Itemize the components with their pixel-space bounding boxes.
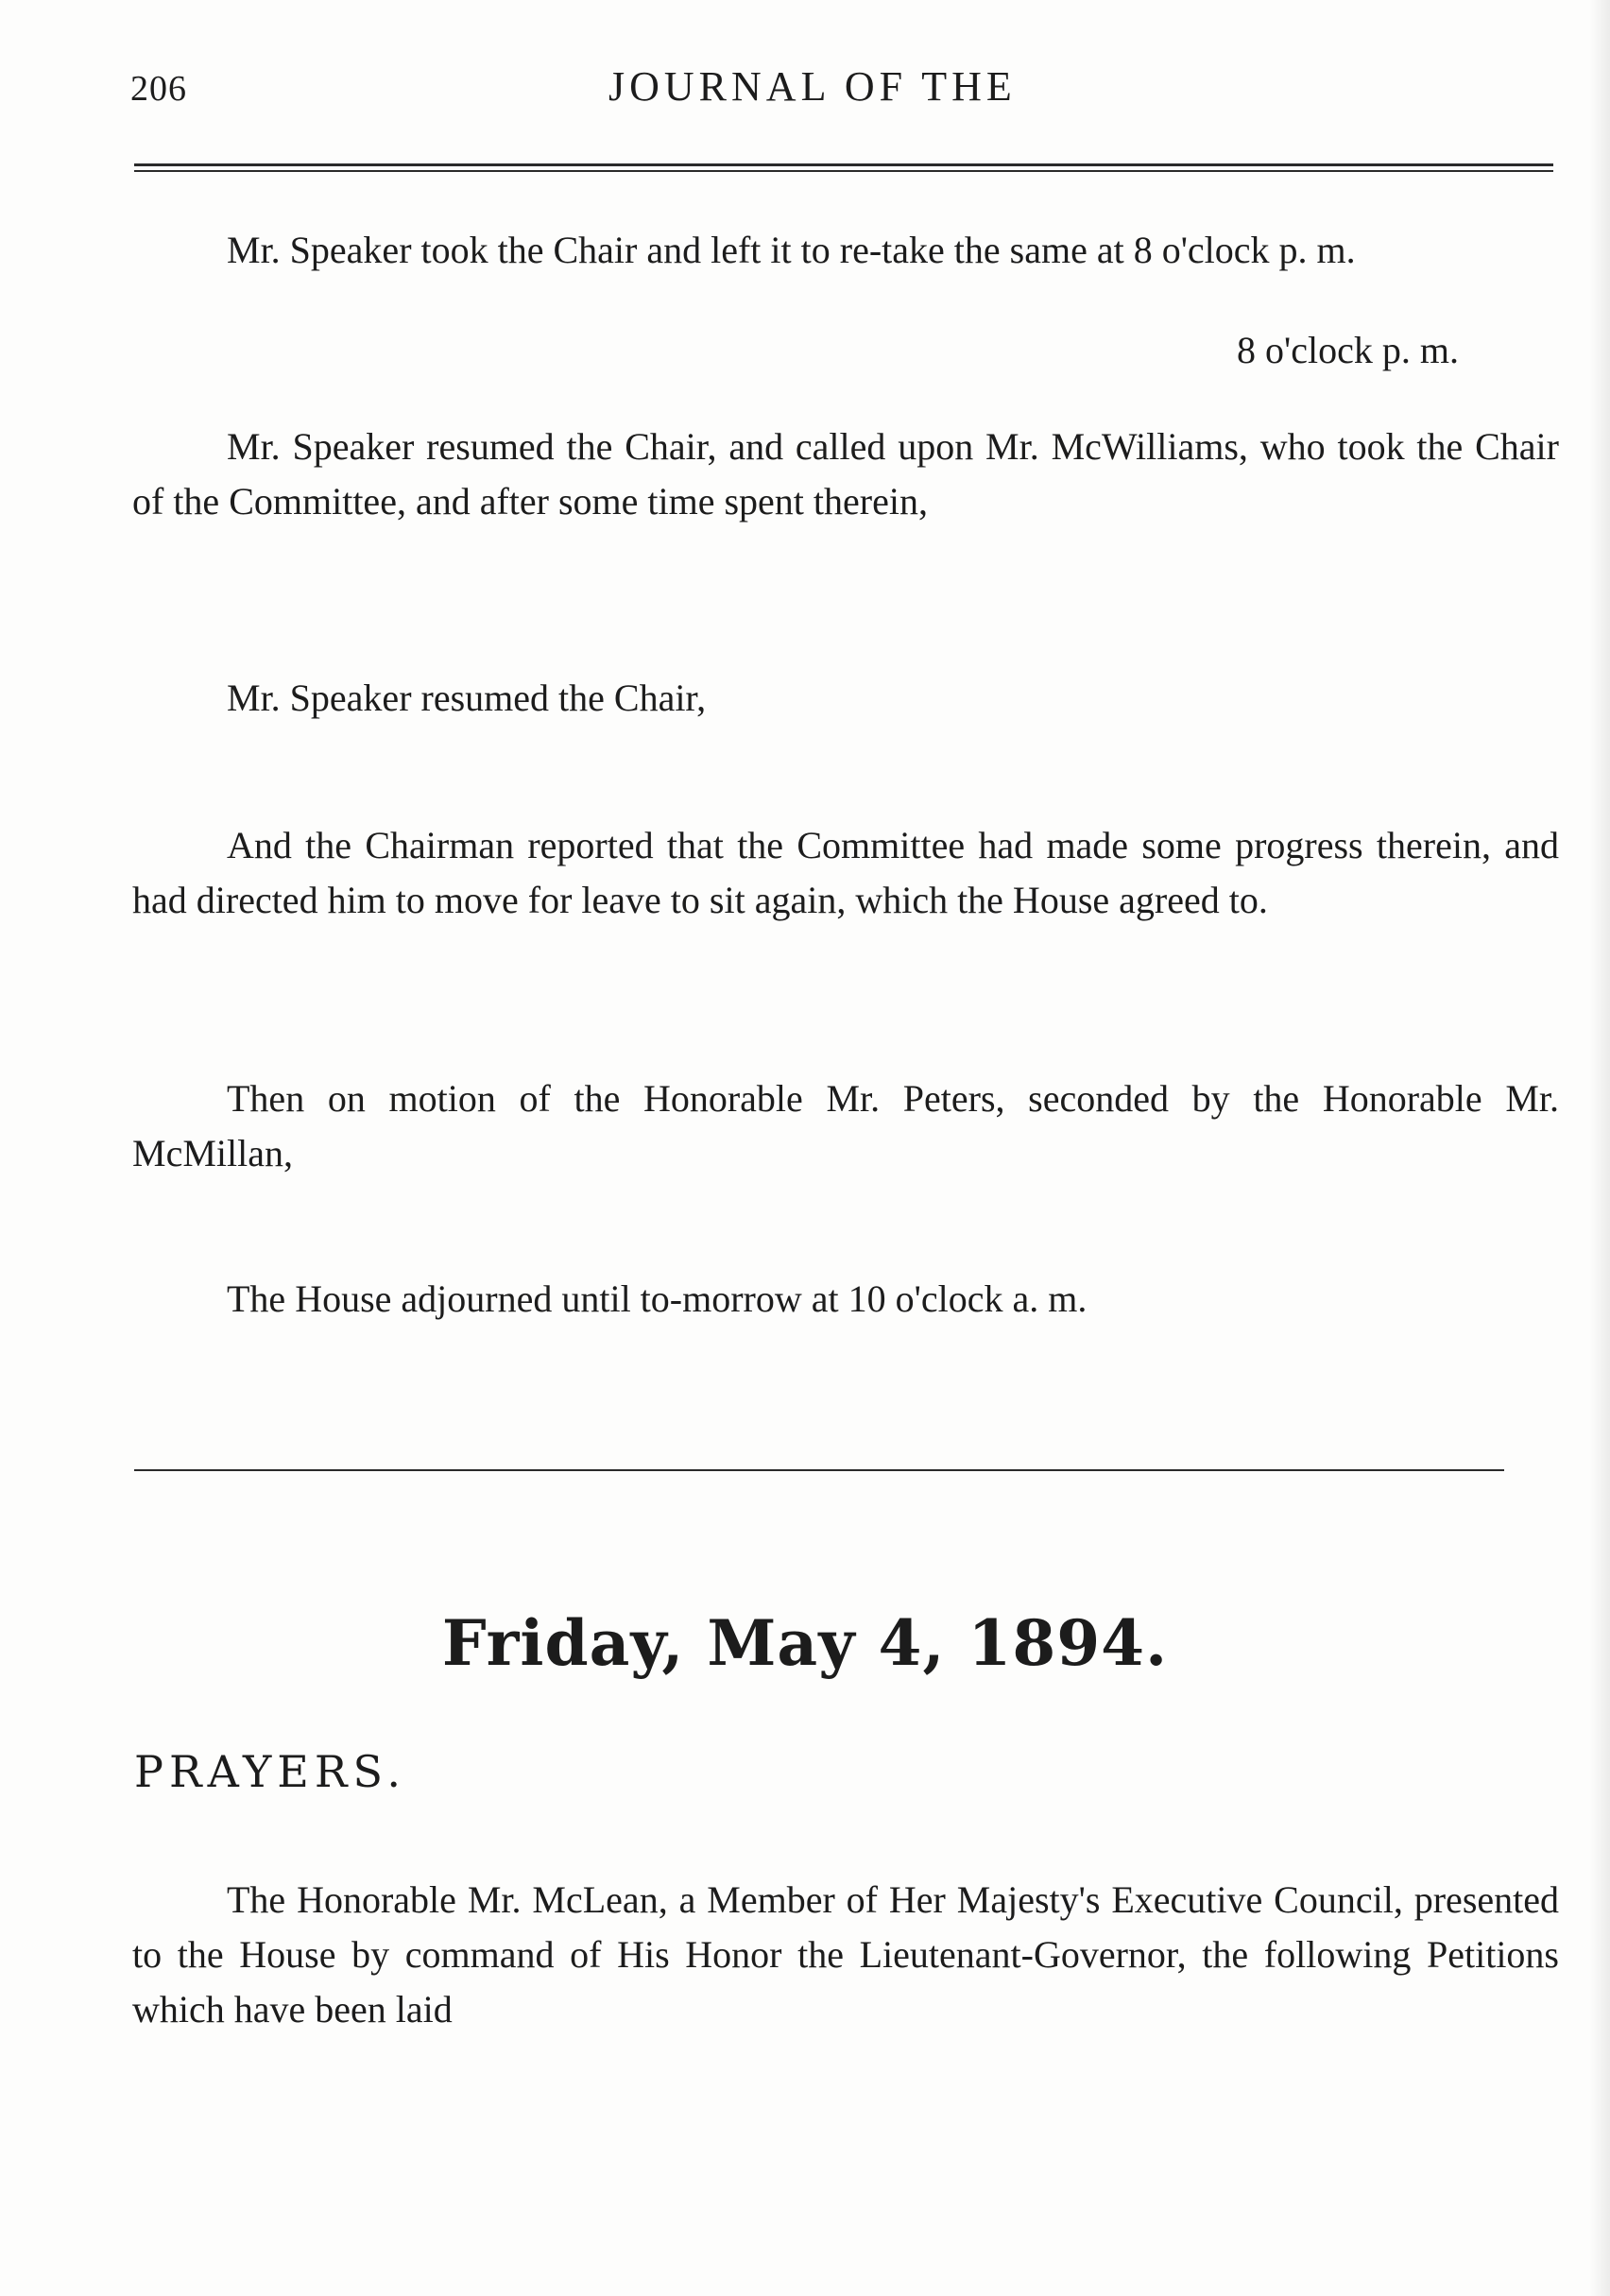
time-line-8pm: 8 o'clock p. m.: [1237, 329, 1459, 371]
paragraph-speaker-called-mcwilliams: Mr. Speaker resumed the Chair, and called upon Mr. McWilliams, who took the Chair of the Committee, and after some time spent therein,: [132, 425, 1559, 523]
paragraph-speaker-resumed-chair: Mr. Speaker resumed the Chair,: [227, 677, 707, 719]
date-heading: Friday, May 4, 1894.: [441, 1606, 1169, 1680]
paragraph-mclean-petitions: The Honorable Mr. McLean, a Member of Her Majesty's Executive Council, presented to the House by command of His Honor the Lieutenant-Governor, the following Petitions which have been laid: [132, 1878, 1559, 2030]
page-number: 206: [130, 69, 187, 109]
section-separator-rule: [134, 1469, 1504, 1471]
paragraph-chairman-reported: And the Chairman reported that the Committee had made some progress therein, and had directed him to move for leave to sit again, which the House agreed to.: [132, 824, 1559, 921]
page-edge-shadow: [1589, 0, 1610, 2296]
paragraph-house-adjourned: The House adjourned until to-morrow at 10 o'clock a. m.: [227, 1277, 1088, 1320]
running-head: JOURNAL OF THE: [608, 63, 1017, 110]
paragraph-motion-peters: Then on motion of the Honorable Mr. Peters, seconded by the Honorable Mr. McMillan,: [132, 1077, 1559, 1174]
paragraph-speaker-took-chair: Mr. Speaker took the Chair and left it to re-take the same at 8 o'clock p. m.: [227, 229, 1356, 271]
header-double-rule: [134, 163, 1553, 172]
prayers-heading: PRAYERS.: [134, 1746, 407, 1797]
